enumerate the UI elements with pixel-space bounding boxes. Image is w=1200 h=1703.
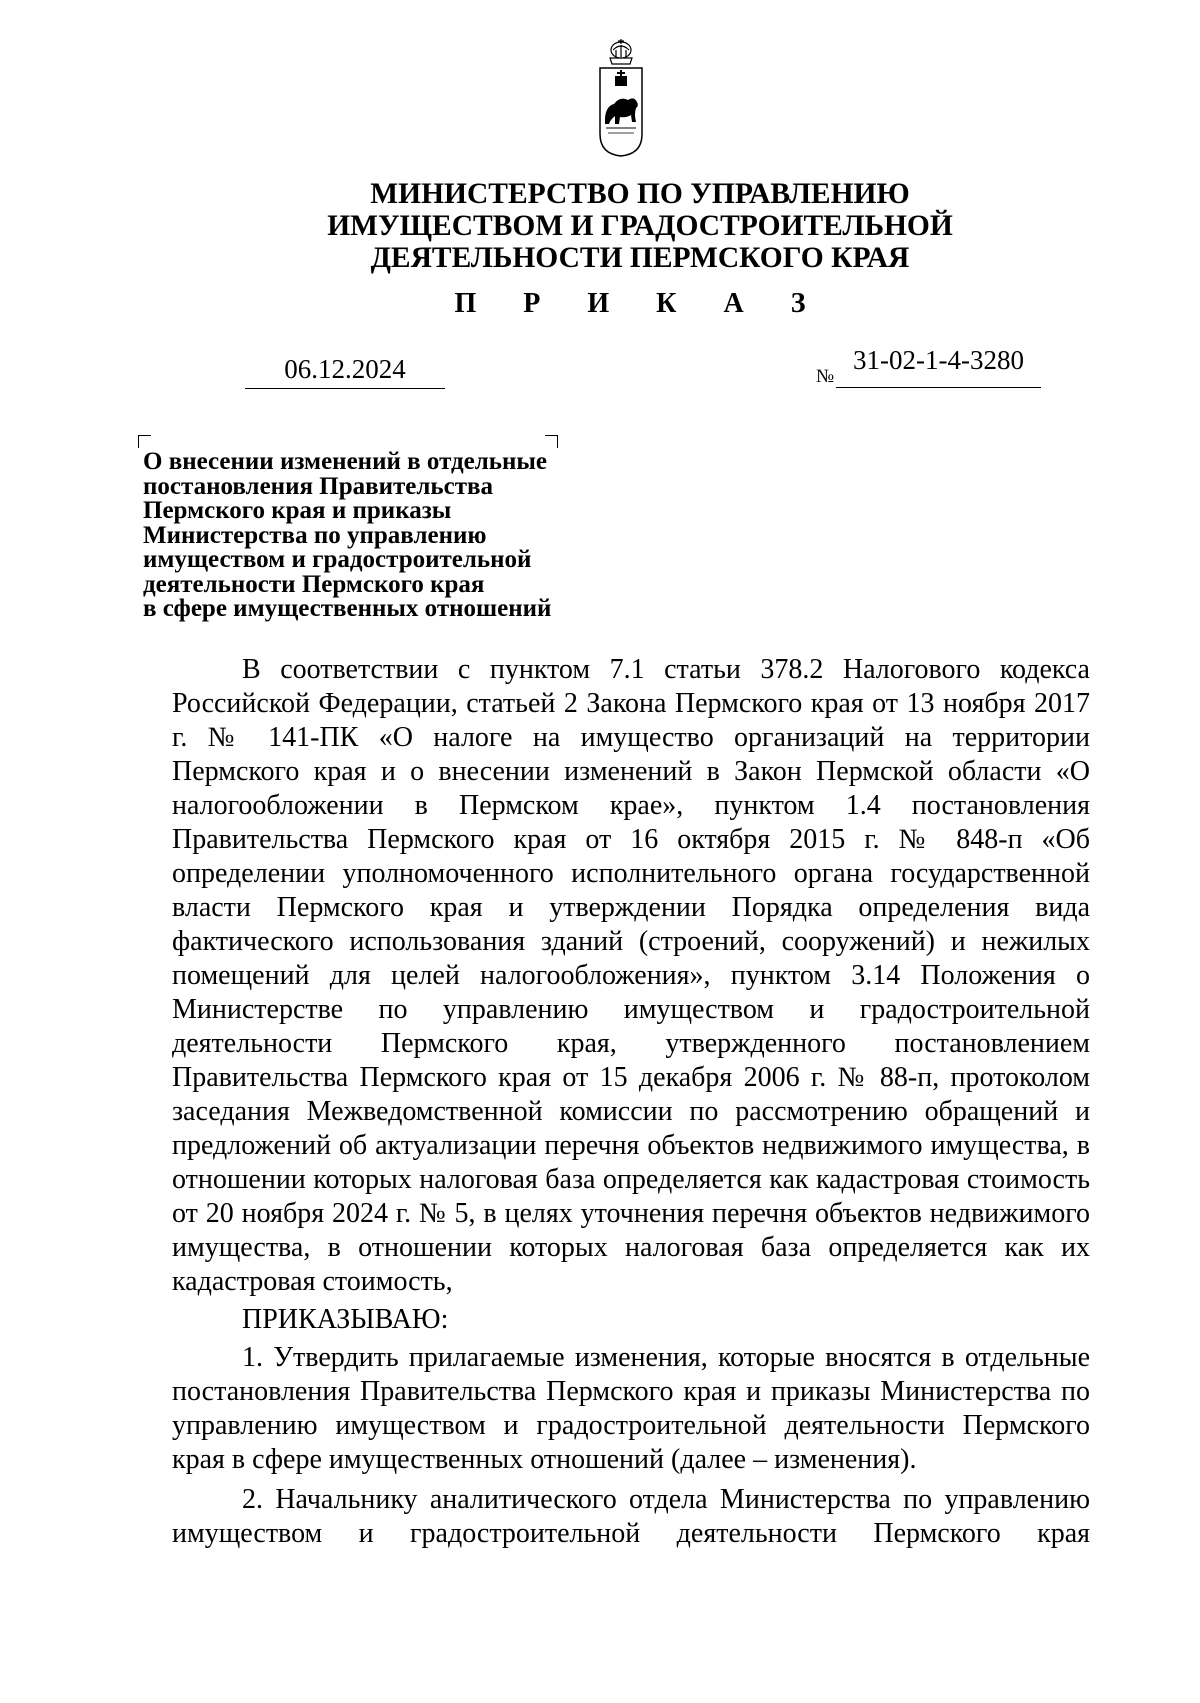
subject-line: Пермского края и приказы (143, 497, 452, 524)
ministry-line-3: ДЕЯТЕЛЬНОСТИ ПЕРМСКОГО КРАЯ (370, 242, 910, 274)
subject-line: деятельности Пермского края (143, 570, 485, 598)
ministry-line-2: ИМУЩЕСТВОМ И ГРАДОСТРОИТЕЛЬНОЙ (327, 210, 953, 242)
subject-line: О внесении изменений в отдельные (143, 448, 548, 475)
subject-line: в сфере имущественных отношений (143, 595, 552, 622)
order-item-2: 2. Начальнику аналитического отдела Министерства по управлению имуществом и градостроительной деятельности Пермского края (172, 1484, 1090, 1549)
order-word: ПРИКАЗЫВАЮ: (242, 1304, 449, 1335)
document-body (172, 653, 1090, 1551)
subject-line: Министерства по управлению (143, 521, 487, 549)
subject-line: постановления Правительства (143, 472, 493, 500)
ministry-name (200, 178, 1080, 274)
order-item-1: 1. Утвердить прилагаемые изменения, которые вносятся в отдельные постановления Правительства Пермского края и приказы Министерства по управлению имуществом и градостроительной деятельности Пермского края в сфере имущественных отношений (далее – изменения). (172, 1342, 1090, 1475)
subject-corner-right-mark (545, 435, 558, 448)
ministry-line-1: МИНИСТЕРСТВО ПО УПРАВЛЕНИЮ (370, 178, 910, 210)
subject-corner-left-mark (138, 435, 151, 448)
document-type-title: П Р И К А З (454, 288, 826, 319)
document-number: 31-02-1-4-3280 (836, 345, 1041, 388)
coat-of-arms-emblem (596, 36, 646, 158)
preamble-paragraph: В соответствии с пунктом 7.1 статьи 378.2 Налогового кодекса Российской Федерации, статьей 2 Закона Пермского края от 13 ноября 2017 г. № 141-ПК «О налоге на имущество организаций на территории Пермского края и о внесении изменений в Закон Пермской области «О налогообложении в Пермском крае», пунктом 1.4 постановления Правительства Пермского края от 16 октября 2015 г. № 848-п «Об определении уполномоченного исполнительного органа государственной власти Пермского края и утверждении Порядка определения вида фактического использования зданий (строений, сооружений) и нежилых помещений для целей налогообложения», пунктом 3.14 Положения о Министерстве по управлению имуществом и градостроительной деятельности Пермского края, утвержденного постановлением Правительства Пермского края от 15 декабря 2006 г. № 88-п, протоколом заседания Межведомственной комиссии по рассмотрению обращений и предложений об актуализации перечня объектов недвижимого имущества, в отношении которых налоговая база определяется как кадастровая стоимость от 20 ноября 2024 г. № 5, в целях уточнения перечня объектов недвижимого имущества, в отношении которых налоговая база определяется как их кадастровая стоимость, (172, 654, 1090, 1297)
subject-line: имуществом и градостроительной (143, 546, 532, 573)
document-subject (143, 450, 551, 622)
number-sign: № (816, 366, 835, 387)
document-date: 06.12.2024 (245, 354, 445, 389)
